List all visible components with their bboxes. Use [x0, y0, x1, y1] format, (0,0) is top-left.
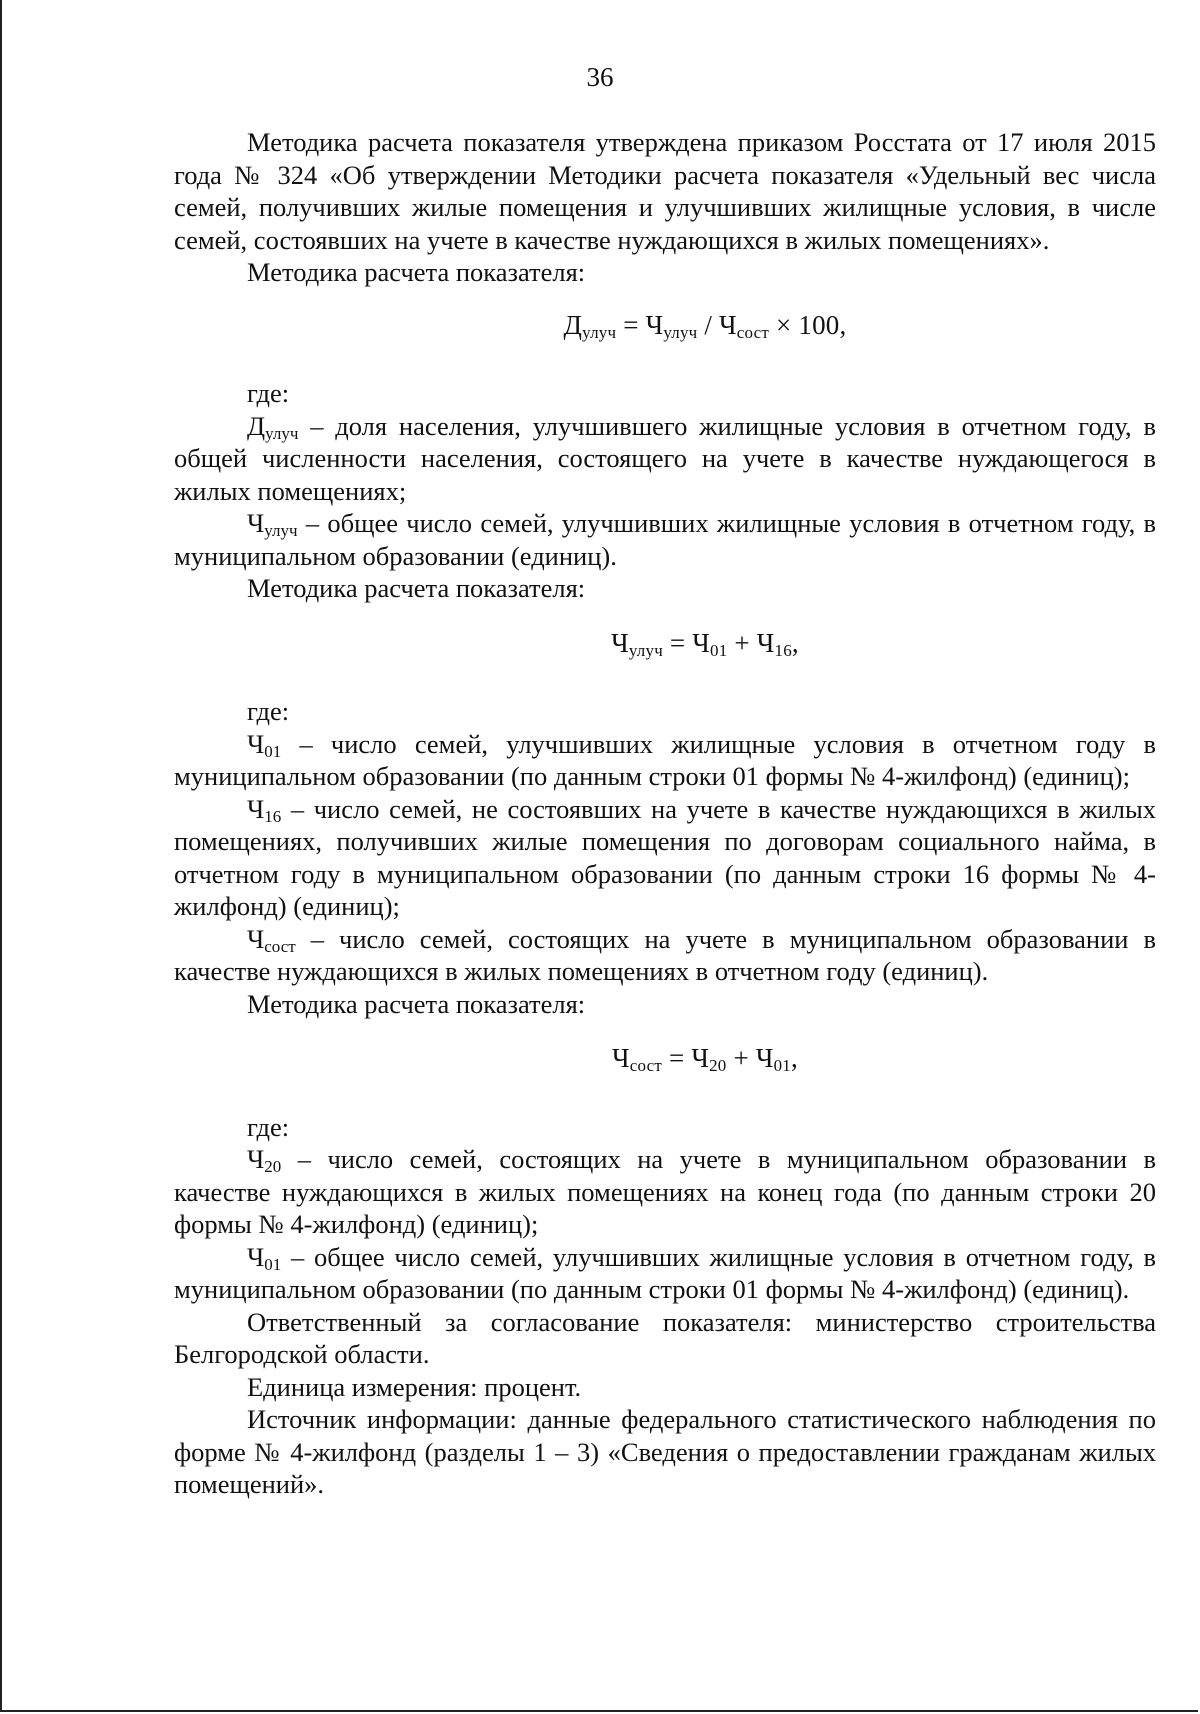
formula-operator: =: [662, 1043, 692, 1073]
formula-subscript: улуч: [663, 322, 698, 342]
where-label: где:: [247, 696, 290, 726]
definition-ch-20: [174, 1143, 1156, 1241]
definition-symbol: Ч: [247, 923, 265, 954]
formula-symbol: Ч: [756, 627, 775, 658]
formula-registered-sum: [254, 1042, 1156, 1075]
definition-subscript: 16: [264, 806, 282, 826]
definition-text: – общее число семей, улучшивших жилищные условия в отчетном году, в муниципальном образовании (по данным строки 01 формы № 4-жилфонд) (единиц).: [174, 1241, 1156, 1304]
formula-subscript: 01: [710, 640, 728, 660]
formula-subscript: 01: [773, 1056, 791, 1075]
formula-operator: =: [662, 627, 693, 658]
definition-subscript: улуч: [264, 521, 298, 540]
definition-symbol: Ч: [247, 793, 265, 824]
formula-tail: ,: [791, 1043, 798, 1073]
formula-operator: +: [727, 627, 757, 658]
definition-text: – число семей, улучшивших жилищные условия в отчетном году в муниципальном образовании (по данным строки 01 формы № 4-жилфонд) (единиц);: [174, 728, 1156, 791]
formula-symbol: Ч: [645, 309, 664, 340]
definition-subscript: 20: [264, 1157, 282, 1176]
definition-text: – число семей, состоящих на учете в муниципальном образовании в качестве нуждающихся в жилых помещениях в отчетном году (единиц).: [174, 923, 1156, 986]
formula-symbol: Ч: [611, 627, 629, 658]
definition-symbol: Ч: [247, 508, 265, 538]
definition-symbol: Д: [247, 410, 266, 441]
definition-symbol: Ч: [247, 1241, 265, 1272]
definition-text: – число семей, не состоявших на учете в качестве нуждающихся в жилых помещениях, получивших жилые помещения по договорам социального найма, в отчетном году в муниципальном образовании (по данным строки 16 формы № 4-жилфонд) (единиц);: [174, 793, 1156, 921]
formula-symbol: Ч: [719, 309, 737, 340]
definition-d-improved: [174, 410, 1156, 508]
definition-subscript: 01: [264, 1254, 282, 1274]
definition-text: – доля населения, улучшившего жилищные условия в отчетном году, в общей численности населения, состоящего на учете в качестве нуждающегося в жилых помещениях;: [174, 410, 1156, 506]
paragraph-source: Источник информации: данные федерального статистического наблюдения по форме № 4-жилфонд (разделы 1 – 3) «Сведения о предоставлении гражданам жилых помещений».: [174, 1404, 1156, 1499]
definition-ch-16: [174, 793, 1156, 923]
formula-subscript: 16: [774, 640, 792, 660]
definition-ch-improved: [174, 507, 1156, 572]
formula-improved-sum: [254, 627, 1156, 660]
formula-symbol: Ч: [692, 627, 711, 658]
formula-symbol: Д: [563, 309, 583, 340]
definition-text: – общее число семей, улучшивших жилищные условия в отчетном году, в муниципальном образовании (единиц).: [174, 508, 1156, 571]
formula-symbol: Ч: [612, 1043, 630, 1073]
formula-operator: /: [697, 309, 720, 340]
definition-symbol: Ч: [247, 1144, 265, 1174]
paragraph-methodology-label: Методика расчета показателя:: [247, 988, 586, 1019]
formula-tail: ,: [791, 627, 799, 658]
definition-subscript: сост: [264, 936, 296, 956]
definition-subscript: 01: [264, 741, 282, 761]
paragraph-methodology-label: Методика расчета показателя:: [247, 257, 586, 287]
document-body: [174, 126, 1156, 1501]
paragraph-unit: Единица измерения: процент.: [247, 1371, 582, 1402]
formula-subscript: сост: [736, 322, 770, 342]
formula-symbol: Ч: [755, 1043, 774, 1073]
formula-share-improved: [254, 309, 1156, 342]
definition-text: – число семей, состоящих на учете в муниципальном образовании в качестве нуждающихся в жилых помещениях на конец года (по данным строки 20 формы № 4-жилфонд) (единиц);: [174, 1144, 1156, 1239]
definition-symbol: Ч: [247, 728, 265, 759]
formula-subscript: улуч: [582, 322, 617, 342]
page-number: 36: [586, 62, 614, 92]
formula-symbol: Ч: [691, 1043, 710, 1073]
where-label: где:: [247, 1111, 290, 1142]
paragraph-methodology-label: Методика расчета показателя:: [247, 573, 586, 603]
formula-subscript: сост: [629, 1056, 663, 1075]
definition-ch-01: [174, 728, 1156, 793]
formula-operator: =: [616, 309, 646, 340]
paragraph-methodology-approval: Методика расчета показателя утверждена приказом Росстата от 17 июля 2015 года № 324 «Об утверждении Методики расчета показателя «Удельный вес числа семей, получивших жилые помещения и улучшивших жилищные условия, в числе семей, состоявших на учете в качестве нуждающихся в жилых помещениях».: [174, 127, 1156, 255]
definition-ch-registered: [174, 923, 1156, 988]
formula-subscript: улуч: [628, 640, 663, 660]
formula-subscript: 20: [709, 1056, 727, 1075]
definition-ch-01-total: [174, 1241, 1156, 1306]
where-label: где:: [247, 378, 290, 408]
formula-operator: +: [726, 1043, 756, 1073]
formula-tail: × 100,: [769, 309, 847, 340]
paragraph-responsible: Ответственный за согласование показателя: министерство строительства Белгородской области.: [174, 1306, 1156, 1369]
definition-subscript: улуч: [265, 423, 299, 443]
